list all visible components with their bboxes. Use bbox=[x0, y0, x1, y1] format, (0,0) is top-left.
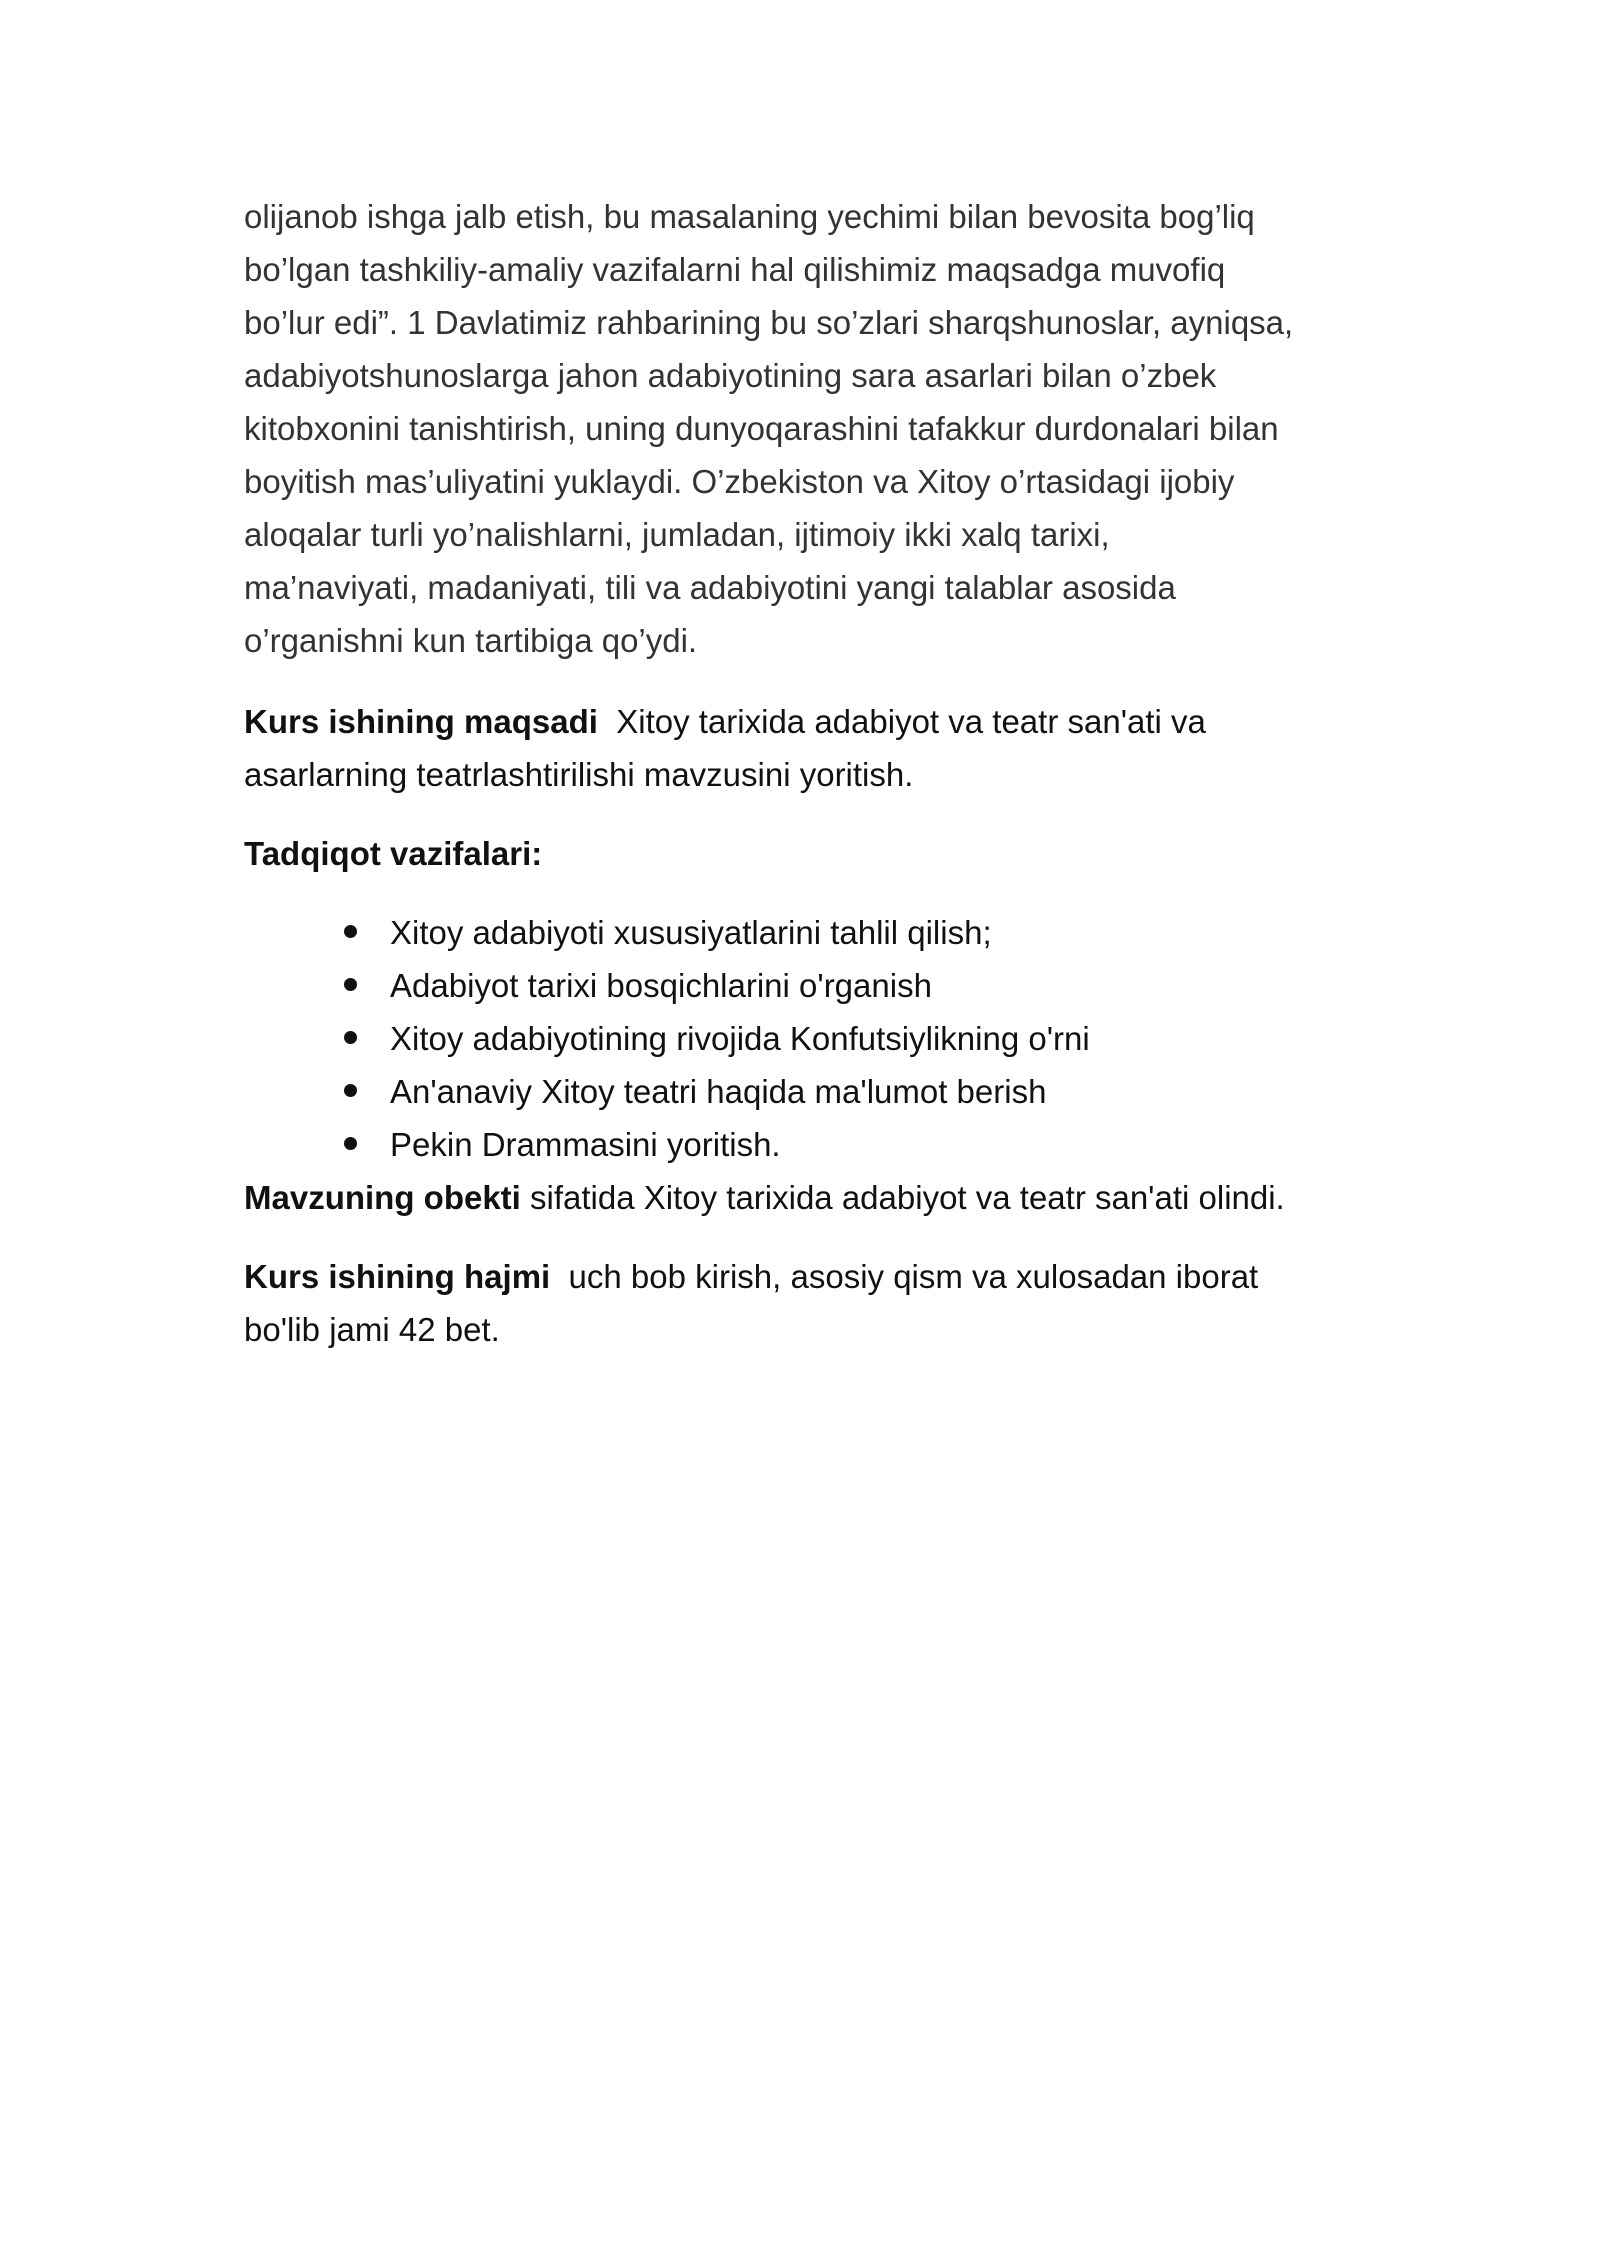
intro-line: bo’lur edi”. 1 Davlatimiz rahbarining bu so’zlari sharqshunoslar, ayniqsa, bbox=[244, 304, 1294, 341]
purpose-paragraph bbox=[244, 695, 1394, 801]
tasks-list bbox=[244, 906, 1394, 1171]
intro-line: adabiyotshunoslarga jahon adabiyotining sara asarlari bilan o’zbek bbox=[244, 357, 1217, 394]
tasks-heading: Tadqiqot vazifalari: bbox=[244, 835, 543, 872]
task-text: An'anaviy Xitoy teatri haqida ma'lumot berish bbox=[390, 1073, 1047, 1110]
list-item bbox=[344, 1012, 1394, 1065]
intro-paragraph bbox=[244, 190, 1394, 667]
list-item bbox=[344, 1118, 1394, 1171]
purpose-label: Kurs ishining maqsadi bbox=[244, 703, 598, 740]
list-item bbox=[344, 906, 1394, 959]
volume-text-2: bo'lib jami 42 bet. bbox=[244, 1311, 500, 1348]
purpose-line-1 bbox=[244, 695, 1394, 748]
bullet-icon bbox=[344, 925, 357, 938]
volume-line-1 bbox=[244, 1250, 1394, 1303]
volume-paragraph bbox=[244, 1250, 1394, 1356]
intro-line: boyitish mas’uliyatini yuklaydi. O’zbekiston va Xitoy o’rtasidagi ijobiy bbox=[244, 463, 1235, 500]
intro-line: ma’naviyati, madaniyati, tili va adabiyotini yangi talablar asosida bbox=[244, 569, 1176, 606]
volume-text-1: uch bob kirish, asosiy qism va xulosadan iborat bbox=[568, 1258, 1259, 1295]
object-label: Mavzuning obekti bbox=[244, 1179, 521, 1216]
task-text: Xitoy adabiyoti xususiyatlarini tahlil qilish; bbox=[390, 914, 992, 951]
page-content bbox=[244, 190, 1394, 1382]
bullet-icon bbox=[344, 1084, 357, 1097]
bullet-icon bbox=[344, 1031, 357, 1044]
bullet-icon bbox=[344, 1137, 357, 1150]
object-paragraph bbox=[244, 1171, 1394, 1224]
purpose-text-1: Xitoy tarixida adabiyot va teatr san'ati va bbox=[616, 703, 1206, 740]
list-item bbox=[344, 1065, 1394, 1118]
intro-line: kitobxonini tanishtirish, uning dunyoqarashini tafakkur durdonalari bilan bbox=[244, 410, 1279, 447]
bullet-icon bbox=[344, 978, 357, 991]
purpose-text-2: asarlarning teatrlashtirilishi mavzusini yoritish. bbox=[244, 756, 914, 793]
task-text: Adabiyot tarixi bosqichlarini o'rganish bbox=[390, 967, 932, 1004]
intro-line: olijanob ishga jalb etish, bu masalaning yechimi bilan bevosita bog’liq bbox=[244, 198, 1255, 235]
intro-line: aloqalar turli yo’nalishlarni, jumladan, ijtimoiy ikki xalq tarixi, bbox=[244, 516, 1110, 553]
list-item bbox=[344, 959, 1394, 1012]
intro-line: bo’lgan tashkiliy-amaliy vazifalarni hal qilishimiz maqsadga muvofiq bbox=[244, 251, 1226, 288]
volume-label: Kurs ishining hajmi bbox=[244, 1258, 551, 1295]
task-text: Pekin Drammasini yoritish. bbox=[390, 1126, 781, 1163]
object-text: sifatida Xitoy tarixida adabiyot va teatr san'ati olindi. bbox=[530, 1179, 1285, 1216]
intro-line: o’rganishni kun tartibiga qo’ydi. bbox=[244, 622, 698, 659]
task-text: Xitoy adabiyotining rivojida Konfutsiylikning o'rni bbox=[390, 1020, 1090, 1057]
